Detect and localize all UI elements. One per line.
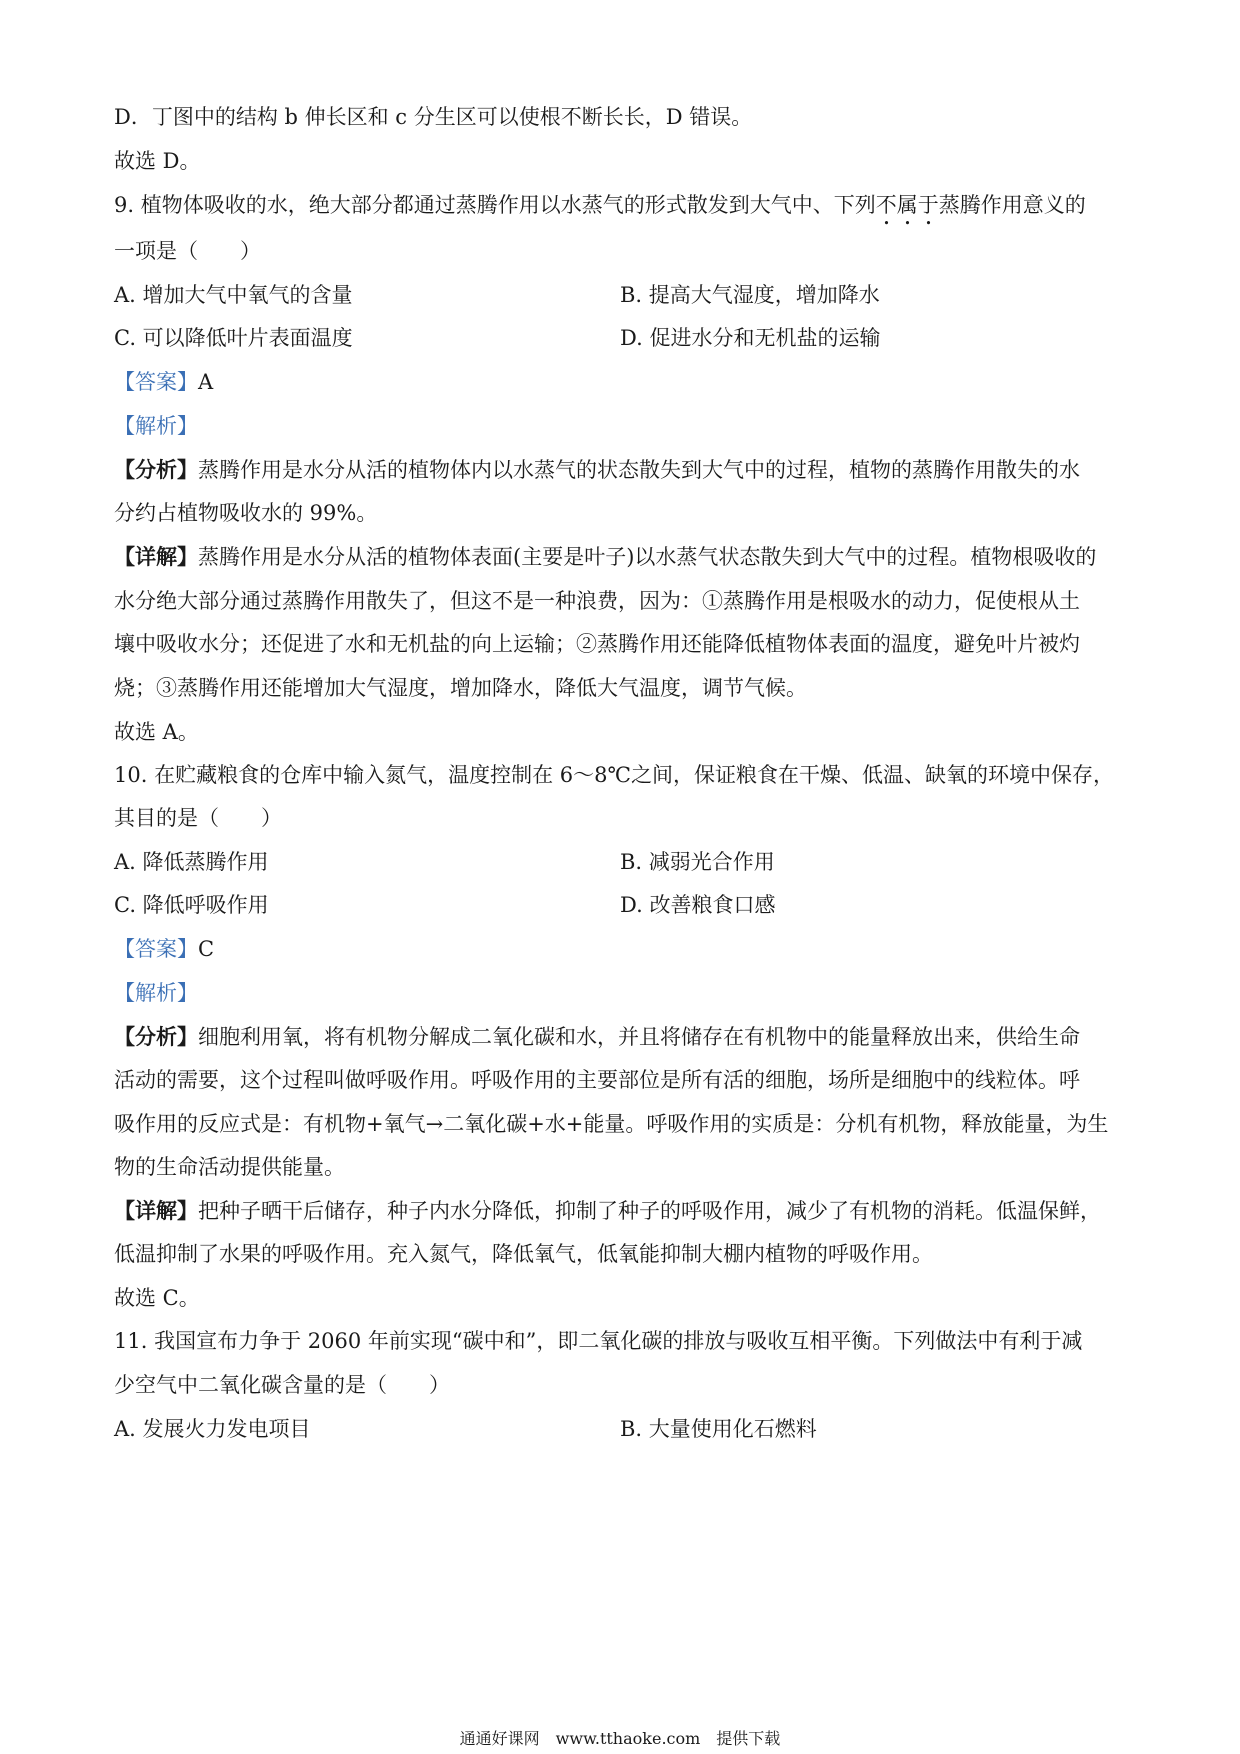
q9-analysis-heading: [114, 412, 1144, 440]
q10-stem: 10. 在贮藏粮食的仓库中输入氮气，温度控制在 6～8℃之间，保证粮食在干燥、低温、缺氧的环境中保存，: [114, 763, 1114, 787]
q10-option-b: B. 减弱光合作用: [620, 850, 775, 874]
q9-option-b: B. 提高大气湿度，增加降水: [620, 283, 880, 307]
q10-answer: [114, 935, 1144, 963]
q10-conclusion: 故选 C。: [114, 1286, 200, 1310]
analysis-tag: 【解析】: [114, 414, 198, 438]
answer-tag: 【答案】: [114, 937, 198, 961]
q9-fenxi-text1: 蒸腾作用是水分从活的植物体内以水蒸气的状态散失到大气中的过程，植物的蒸腾作用散失的水: [198, 458, 1080, 482]
q10-xiangjie-line1: [114, 1197, 1144, 1225]
q9-stem-post: 蒸腾作用意义的: [938, 193, 1086, 217]
q11-stem-line2: 少空气中二氧化碳含量的是（ ）: [114, 1373, 450, 1397]
q10-option-c: C. 降低呼吸作用: [114, 893, 269, 917]
q10-analysis-heading: [114, 979, 1144, 1007]
page-footer: 通通好课网 www.tthaoke.com 提供下载: [459, 1729, 781, 1748]
q9-stem-emphasis: 不属于: [875, 193, 939, 217]
q10-xiangjie-text1: 把种子晒干后储存，种子内水分降低，抑制了种子的呼吸作用，减少了有机物的消耗。低温保鲜，: [198, 1199, 1101, 1223]
q10-fenxi-line2: 活动的需要，这个过程叫做呼吸作用。呼吸作用的主要部位是所有活的细胞，场所是细胞中的线粒体。呼: [114, 1068, 1080, 1092]
analysis-tag: 【解析】: [114, 981, 198, 1005]
q11-option-b: B. 大量使用化石燃料: [620, 1417, 817, 1441]
q9-stem-line2: 一项是（ ）: [114, 239, 261, 263]
q9-xiangjie-line2: 水分绝大部分通过蒸腾作用散失了，但这不是一种浪费，因为：①蒸腾作用是根吸水的动力，促使根从土: [114, 589, 1080, 613]
q10-option-a: A. 降低蒸腾作用: [114, 850, 269, 874]
q11-option-a: A. 发展火力发电项目: [114, 1417, 311, 1441]
q9-xiangjie-line4: 烧；③蒸腾作用还能增加大气湿度，增加降水，降低大气温度，调节气候。: [114, 676, 807, 700]
xiangjie-tag: 【详解】: [114, 1198, 198, 1223]
q9-fenxi-line1: [114, 456, 1144, 484]
q9-stem: [114, 191, 1144, 230]
q9-xiangjie-text1: 蒸腾作用是水分从活的植物体表面(主要是叶子)以水蒸气状态散失到大气中的过程。植物根吸收的: [198, 545, 1097, 569]
q11-stem: 11. 我国宣布力争于 2060 年前实现“碳中和”，即二氧化碳的排放与吸收互相平衡。下列做法中有利于减: [114, 1329, 1083, 1353]
q9-fenxi-line2: 分约占植物吸收水的 99%。: [114, 501, 378, 525]
q9-option-a: A. 增加大气中氧气的含量: [114, 283, 353, 307]
q10-stem-line2: 其目的是（ ）: [114, 806, 282, 830]
q9-xiangjie-line1: [114, 543, 1144, 571]
answer-value: A: [198, 370, 214, 394]
q10-fenxi-line1: [114, 1023, 1144, 1051]
q10-fenxi-text1: 细胞利用氧，将有机物分解成二氧化碳和水，并且将储存在有机物中的能量释放出来，供给生命: [198, 1025, 1080, 1049]
xiangjie-tag: 【详解】: [114, 544, 198, 569]
q9-xiangjie-line3: 壤中吸收水分；还促进了水和无机盐的向上运输；②蒸腾作用还能降低植物体表面的温度，避免叶片被灼: [114, 632, 1080, 656]
fenxi-tag: 【分析】: [114, 1024, 198, 1049]
q10-xiangjie-line2: 低温抑制了水果的呼吸作用。充入氮气，降低氧气，低氧能抑制大棚内植物的呼吸作用。: [114, 1242, 933, 1266]
q10-option-d: D. 改善粮食口感: [620, 893, 776, 917]
q9-conclusion: 故选 A。: [114, 720, 199, 744]
prev-option-d: D．丁图中的结构 b 伸长区和 c 分生区可以使根不断长长，D 错误。: [114, 105, 753, 129]
q10-fenxi-line3: 吸作用的反应式是：有机物+氧气→二氧化碳+水+能量。呼吸作用的实质是：分机有机物，释放能量，为生: [114, 1112, 1109, 1136]
q9-option-c: C. 可以降低叶片表面温度: [114, 326, 353, 350]
q10-fenxi-line4: 物的生命活动提供能量。: [114, 1155, 345, 1179]
q9-answer: [114, 368, 1144, 396]
answer-tag: 【答案】: [114, 370, 198, 394]
q9-stem-pre: 9. 植物体吸收的水，绝大部分都通过蒸腾作用以水蒸气的形式散发到大气中、下列: [114, 193, 876, 217]
answer-value: C: [198, 937, 215, 961]
prev-conclusion: 故选 D。: [114, 149, 201, 173]
q9-option-d: D. 促进水分和无机盐的运输: [620, 326, 881, 350]
fenxi-tag: 【分析】: [114, 457, 198, 482]
